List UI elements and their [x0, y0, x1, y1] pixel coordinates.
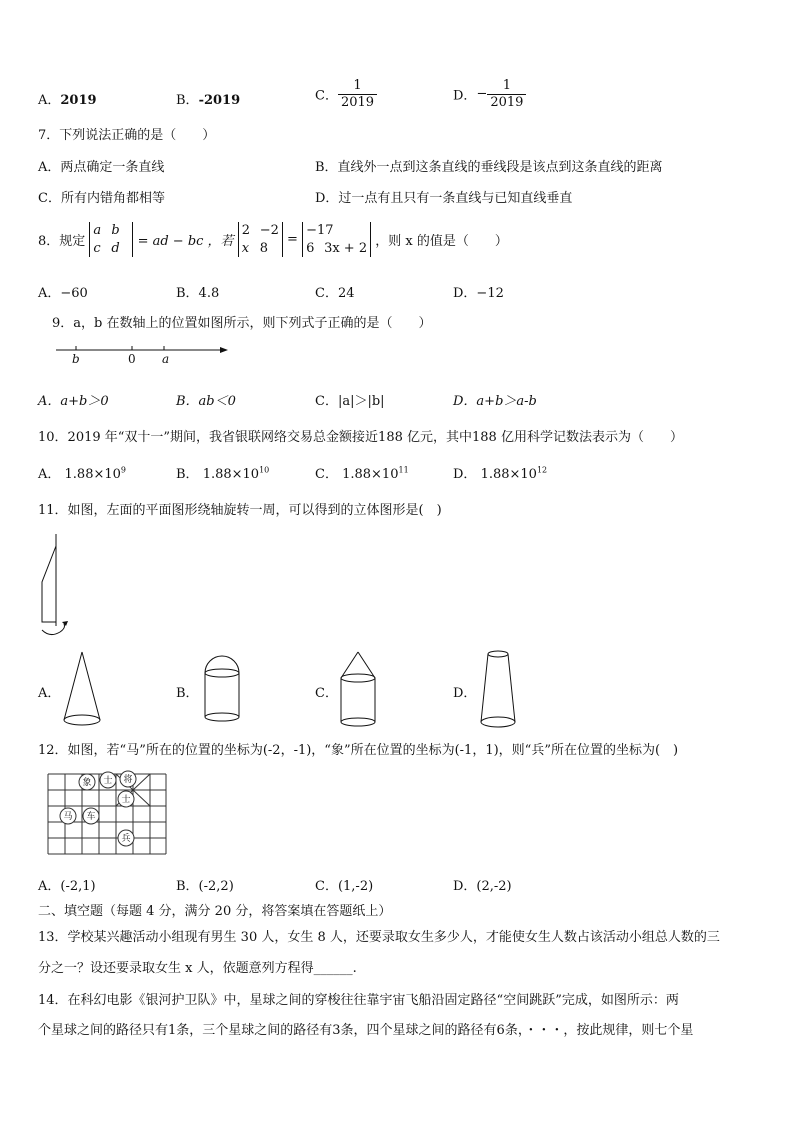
q12-option-a: A．(-2,1) [38, 879, 96, 894]
q11-stem: 11．如图，左面的平面图形绕轴旋转一周，可以得到的立体图形是( ) [38, 503, 442, 518]
q11-option-a-cone [62, 650, 104, 730]
q9-option-a: A．a+b＞0 [38, 394, 109, 409]
q11-option-d: D． [453, 686, 477, 701]
piece-shi-1-label: 士 [103, 776, 113, 786]
q8-definition-determinant: a b c d [89, 222, 133, 257]
q6-option-a: A．2019 [38, 93, 97, 108]
q11-option-b-cylinder-hemisphere [202, 655, 242, 727]
piece-che-label: 车 [86, 812, 96, 822]
piece-shi-2-label: 士 [121, 795, 131, 805]
q13-line-1: 13．学校某兴趣活动小组现有男生 30 人，女生 8 人，还要录取女生多少人，才能使女生人数占该活动小组总人数的三 [38, 930, 720, 945]
q7-stem: 7．下列说法正确的是（ ） [38, 128, 216, 143]
q7-option-d: D．过一点有且只有一条直线与已知直线垂直 [315, 191, 573, 206]
q8-option-b: B．4.8 [176, 286, 220, 301]
piece-ma-label: 马 [63, 812, 73, 822]
q10-option-a: A． $1.88\times 10^9$ [38, 465, 127, 482]
q9-label-b: b [72, 352, 80, 366]
q11-option-b: B． [176, 686, 199, 701]
q7-option-c: C．所有内错角都相等 [38, 191, 165, 206]
q11-option-d-frustum [478, 648, 520, 732]
q12-stem: 12．如图，若“马”所在的位置的坐标为(-2，-1)，“象”所在位置的坐标为(-1，1)，则“兵”所在位置的坐标为( ) [38, 743, 679, 758]
section-2-heading: 二、填空题（每题 4 分，满分 20 分，将答案填在答题纸上） [38, 904, 392, 919]
q9-option-c: C．|a|＞|b| [315, 394, 385, 409]
q9-stem: 9．a，b 在数轴上的位置如图所示，则下列式子正确的是（ ） [52, 316, 432, 331]
q8-option-d: D．−12 [453, 286, 504, 301]
q12-chess-board [46, 770, 168, 860]
q8-option-c: C．24 [315, 286, 355, 301]
q12-option-c: C．(1,-2) [315, 879, 374, 894]
q7-option-b: B．直线外一点到这条直线的垂线段是该点到这条直线的距离 [315, 160, 663, 175]
q9-label-a: a [162, 352, 170, 366]
q6-option-c: C． $\frac{1}{2019}$ [315, 78, 377, 110]
q10-stem: 10．2019 年“双十一”期间，我省银联网络交易总金额接近188 亿元，其中188 亿用科学记数法表示为（ ） [38, 430, 683, 445]
piece-jiang-label: 将 [123, 775, 133, 785]
piece-xiang-label: 象 [82, 778, 92, 788]
q9-label-zero: 0 [128, 352, 136, 366]
q10-option-c: C． $1.88\times 10^{11}$ [315, 465, 409, 482]
q13-line-2: 分之一？设还要录取女生 x 人，依题意列方程得______. [38, 961, 357, 976]
q11-plane-figure [36, 534, 76, 644]
q14-line-1: 14．在科幻电影《银河护卫队》中，星球之间的穿梭往往靠宇宙飞船沿固定路径“空间跳跃”完成，如图所示：两 [38, 993, 679, 1008]
q11-option-a: A． [38, 686, 61, 701]
q12-option-d: D．(2,-2) [453, 879, 512, 894]
q8-right-determinant: −17 6 3x + 2 [302, 222, 371, 257]
q9-option-b: B．ab＜0 [176, 394, 236, 409]
q6-option-d: D．− $\frac{1}{2019}$ [453, 78, 526, 110]
q9-option-d: D．a+b＞a-b [453, 394, 537, 409]
q11-option-c: C． [315, 686, 338, 701]
q6-option-b: B．-2019 [176, 93, 241, 108]
piece-bing-label: 兵 [121, 834, 131, 844]
q8-left-determinant: 2 −2 x 8 [238, 222, 283, 257]
q9-number-line [54, 342, 234, 368]
q12-option-b: B．(-2,2) [176, 879, 234, 894]
q11-option-c-cone-cylinder [338, 650, 380, 730]
q10-option-b: B． $1.88\times 10^{10}$ [176, 465, 270, 482]
q8-option-a: A．−60 [38, 286, 88, 301]
q7-option-a: A．两点确定一条直线 [38, 160, 165, 175]
q14-line-2: 个星球之间的路径只有1条，三个星球之间的路径有3条，四个星球之间的路径有6条，・・・，按此规律，则七个星 [38, 1023, 694, 1038]
q8-stem: 8．规定 a b c d = ad − bc ，若 2 −2 x 8 = −17 6 3x + 2 ，则 x 的值是（ ） [38, 223, 508, 256]
q10-option-d: D． $1.88\times 10^{12}$ [453, 465, 548, 482]
